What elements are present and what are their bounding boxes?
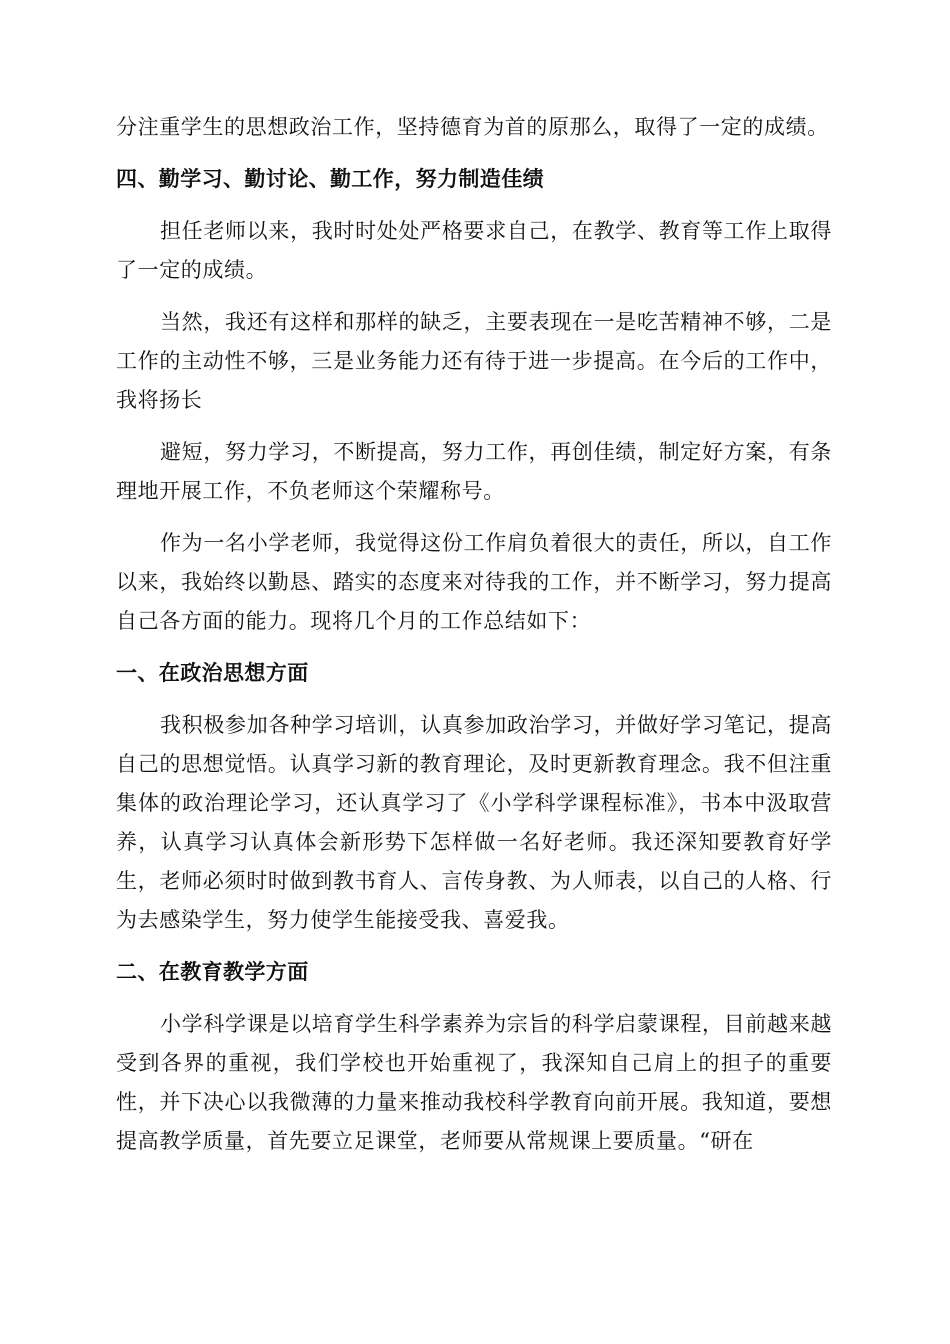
section-heading-1: 一、在政治思想方面 [116,661,309,685]
paragraph: 作为一名小学老师，我觉得这份工作肩负着很大的责任，所以，自工作以来，我始终以勤恳、踏实的态度来对待我的工作，并不断学习，努力提高自己各方面的能力。现将几个月的工作总结如下： [116,531,832,633]
paragraph: 避短，努力学习，不断提高，努力工作，再创佳绩，制定好方案，有条理地开展工作，不负老师这个荣耀称号。 [116,440,832,503]
section-heading-4: 四、勤学习、勤讨论、勤工作，努力制造佳绩 [116,167,544,191]
section-heading-2: 二、在教育教学方面 [116,960,309,984]
paragraph: 我积极参加各种学习培训，认真参加政治学习，并做好学习笔记，提高自己的思想觉悟。认真学习新的教育理论，及时更新教育理念。我不但注重集体的政治理论学习，还认真学习了《小学科学课程标准》，书本中汲取营养，认真学习认真体会新形势下怎样做一名好老师。我还深知要教育好学生，老师必须时时做到教书育人、言传身教、为人师表，以自己的人格、行为去感染学生，努力使学生能接受我、喜爱我。 [116,713,832,932]
document-page [116,108,832,1174]
paragraph-continued: 分注重学生的思想政治工作，坚持德育为首的原那么，取得了一定的成绩。 [116,115,829,139]
paragraph: 小学科学课是以培育学生科学素养为宗旨的科学启蒙课程，目前越来越受到各界的重视，我们学校也开始重视了，我深知自己肩上的担子的重要性，并下决心以我微薄的力量来推动我校科学教育向前开展。我知道，要想提高教学质量，首先要立足课堂，老师要从常规课上要质量。“研在 [116,1012,832,1153]
paragraph: 当然，我还有这样和那样的缺乏，主要表现在一是吃苦精神不够，二是工作的主动性不够，三是业务能力还有待于进一步提高。在今后的工作中，我将扬长 [116,310,832,412]
paragraph: 担任老师以来，我时时处处严格要求自己，在教学、教育等工作上取得了一定的成绩。 [116,219,832,282]
